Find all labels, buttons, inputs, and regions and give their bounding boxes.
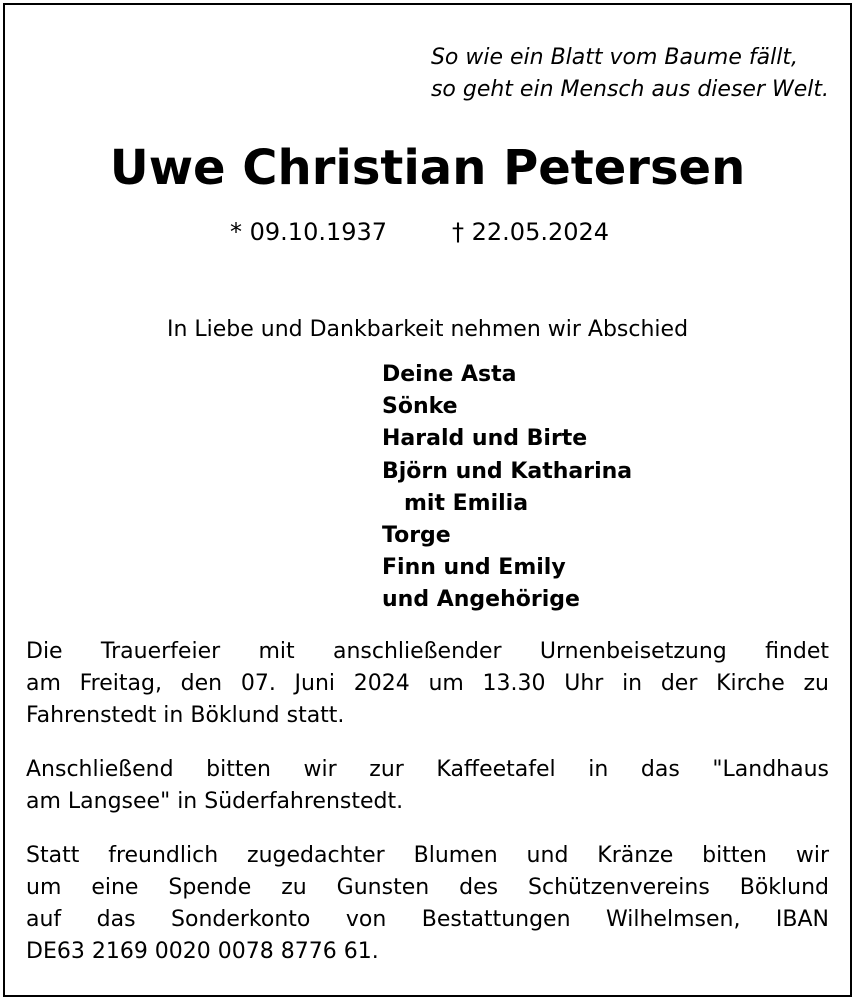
signer: Sönke <box>382 394 458 420</box>
paragraph-line: auf das Sonderkonto von Bestattungen Wilhelmsen, IBAN <box>26 907 829 932</box>
signer: Finn und Emily <box>382 555 566 581</box>
paragraph-line: um eine Spende zu Gunsten des Schützenvereins Böklund <box>26 875 829 900</box>
birth-date: * 09.10.1937 <box>230 218 388 246</box>
signer: Björn und Katharina <box>382 458 633 484</box>
signer: Torge <box>382 523 451 549</box>
farewell-line: In Liebe und Dankbarkeit nehmen wir Abschied <box>166 317 689 342</box>
paragraph-line: am Langsee" in Süderfahrenstedt. <box>26 789 404 814</box>
quote-line: so geht ein Mensch aus dieser Welt. <box>430 77 829 102</box>
quote-line: So wie ein Blatt vom Baume fällt, <box>430 45 798 70</box>
ceremony-paragraph <box>26 636 829 732</box>
epigraph-quote <box>431 42 829 106</box>
paragraph-line: Anschließend bitten wir zur Kaffeetafel in das "Landhaus <box>26 757 829 782</box>
signer: mit Emilia <box>404 490 529 516</box>
donation-paragraph <box>26 840 829 968</box>
paragraph-line: Die Trauerfeier mit anschließender Urnenbeisetzung findet <box>26 639 829 664</box>
paragraph-line: am Freitag, den 07. Juni 2024 um 13.30 Uhr in der Kirche zu <box>26 671 829 696</box>
signer: Deine Asta <box>382 362 517 387</box>
paragraph-line: Fahrenstedt in Böklund statt. <box>26 703 345 728</box>
deceased-name: Uwe Christian Petersen <box>109 140 746 196</box>
death-date: † 22.05.2024 <box>452 218 610 246</box>
paragraph-line: DE63 2169 0020 0078 8776 61. <box>26 939 379 964</box>
signer: Harald und Birte <box>382 426 588 452</box>
reception-paragraph <box>26 754 829 818</box>
paragraph-line: Statt freundlich zugedachter Blumen und Kränze bitten wir <box>26 843 829 868</box>
signer: und Angehörige <box>382 587 580 613</box>
signers-list <box>382 359 632 617</box>
